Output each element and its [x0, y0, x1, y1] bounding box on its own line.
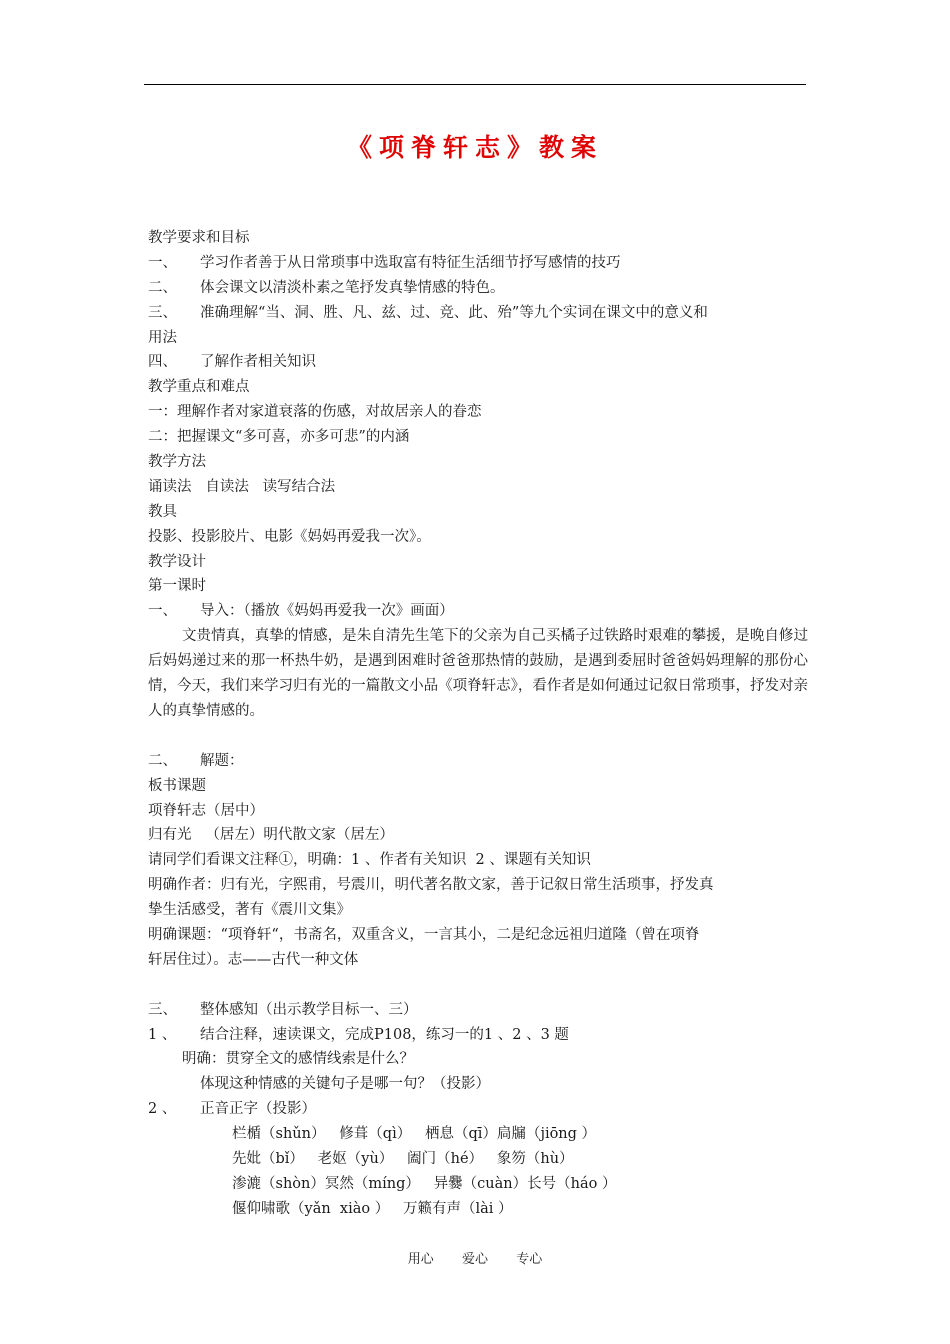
- pinyin-row-1: 栏楯（shǔn） 修葺（qì） 栖息（qī）扃牖（jiōng ）: [232, 1126, 597, 1143]
- goal-item-3: 三、 准确理解“当、洞、胜、凡、兹、过、竞、此、殆”等九个实词在课文中的意义和: [148, 304, 708, 321]
- sub-step-1: 1 、 结合注释，速读课文，完成P108，练习一的1 、2 、3 题: [148, 1026, 569, 1043]
- spacer: [148, 973, 808, 998]
- pinyin-row-3: 渗漉（shòn）冥然（míng） 异爨（cuàn）长号（háo ）: [232, 1175, 617, 1192]
- goals-heading: 教学要求和目标: [148, 230, 250, 246]
- document-body: [148, 226, 808, 1222]
- step-2: 二、 解题：: [148, 752, 244, 769]
- goal-item-4: 四、 了解作者相关知识: [148, 354, 316, 371]
- intro-paragraph: 文贵情真，真挚的情感，是朱自清先生笔下的父亲为自己买橘子过铁路时艰难的攀援，是晚自修过后妈妈递过来的那一杯热牛奶，是遇到困难时爸爸那热情的鼓励，是遇到委屈时爸爸妈妈理解的那份心情，今天，我们来学习归有光的一篇散文小品《项脊轩志》，看作者是如何通过记叙日常琐事，抒发对亲人的真挚情感的。: [148, 628, 808, 719]
- board-title: 项脊轩志（居中）: [148, 802, 264, 819]
- notes-instruction: 请同学们看课文注释①，明确：1 、作者有关知识 2 、课题有关知识: [148, 852, 591, 869]
- design-heading: 教学设计: [148, 553, 206, 570]
- goal-item-3-cont: 用法: [148, 329, 177, 346]
- board-author: 归有光 （居左）明代散文家（居左）: [148, 827, 394, 844]
- header-rule: [144, 84, 806, 85]
- author-info-cont: 挚生活感受，著有《震川文集》: [148, 902, 351, 919]
- lesson-label: 第一课时: [148, 578, 206, 595]
- author-info: 明确作者：归有光，字熙甫，号震川，明代著名散文家，善于记叙日常生活琐事，抒发真: [148, 877, 714, 894]
- focus-heading: 教学重点和难点: [148, 379, 250, 396]
- goal-item-2: 二、 体会课文以清淡朴素之笔抒发真挚情感的特色。: [148, 279, 505, 296]
- pinyin-row-2: 先妣（bǐ） 老妪（yù） 阖门（hé） 象笏（hù）: [232, 1151, 574, 1168]
- tools-heading: 教具: [148, 503, 177, 520]
- focus-item-1: 一：理解作者对家道衰落的伤感，对故居亲人的眷恋: [148, 404, 482, 421]
- sub-step-2: 2 、 正音正字（投影）: [148, 1101, 316, 1118]
- step-3: 三、 整体感知（出示教学目标一、三）: [148, 1001, 418, 1018]
- board-heading: 板书课题: [148, 777, 206, 794]
- method-heading: 教学方法: [148, 454, 206, 471]
- goal-item-1: 一、 学习作者善于从日常琐事中选取富有特征生活细节抒写感情的技巧: [148, 254, 621, 271]
- document-title: 《项脊轩志》教案: [346, 133, 603, 162]
- focus-item-2: 二：把握课文“多可喜，亦多可悲”的内涵: [148, 429, 410, 446]
- page-footer: 用心 爱心 专心: [407, 1252, 543, 1267]
- sub-step-1-question-1: 明确：贯穿全文的感情线索是什么？: [182, 1051, 414, 1068]
- title-info: 明确课题：“项脊轩“，书斋名，双重含义，一言其小，二是纪念远祖归道隆（曾在项脊: [148, 927, 700, 943]
- pinyin-row-4: 偃仰啸歌（yǎn xiào ） 万籁有声（lài ）: [232, 1200, 513, 1217]
- spacer: [148, 724, 808, 749]
- sub-step-1-question-2: 体现这种情感的关键句子是哪一句？（投影）: [200, 1076, 490, 1093]
- tools-list: 投影、投影胶片、电影《妈妈再爱我一次》。: [148, 528, 431, 545]
- step-1: 一、 导入：（播放《妈妈再爱我一次》画面）: [148, 603, 454, 620]
- title-info-cont: 轩居住过）。志——古代一种文体: [148, 951, 359, 968]
- method-list: 诵读法 自读法 读写结合法: [148, 478, 336, 495]
